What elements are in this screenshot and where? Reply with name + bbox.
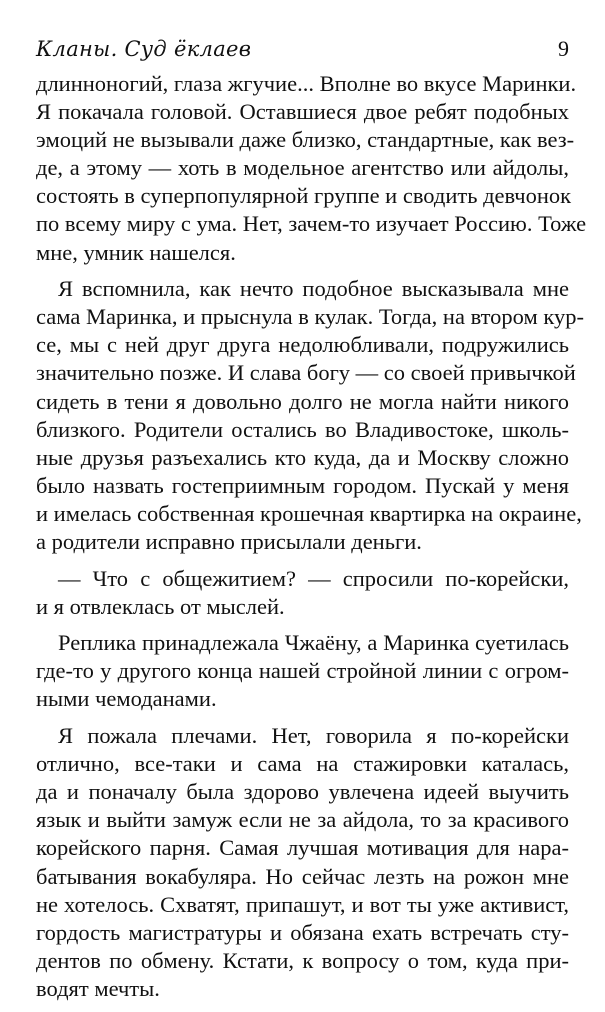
text-line: а родители исправно присылали деньги.: [36, 529, 422, 554]
text-line: ными чемоданами.: [36, 686, 217, 712]
text-line: — Что с общежитием? — спросили по-корейски,: [58, 565, 569, 591]
text-line: водят мечты.: [36, 975, 160, 1001]
text-line: по всему миру с ума. Нет, зачем-то изучает Россию. Тоже: [36, 211, 587, 237]
text-line: батывания вокабуляра. Но сейчас лезть на рожон мне: [36, 863, 569, 889]
text-line: не хотелось. Схватят, припашут, и вот ты уже активист,: [36, 891, 569, 917]
text-line: где-то у другого конца нашей стройной линии с огром-: [36, 658, 569, 684]
text-line: близкого. Родители остались во Владивостоке, школь-: [36, 416, 569, 442]
text-line: гордость магистратуры и обязана ехать встречать сту-: [36, 919, 569, 945]
running-title: Кланы. Суд ёклаев: [36, 37, 252, 61]
text-line: было назвать гостеприимным городом. Пускай у меня: [36, 472, 569, 498]
text-line: корейского парня. Самая лучшая мотивация для нара-: [36, 835, 569, 861]
text-line: Реплика принадлежала Чжаёну, а Маринка суетилась: [58, 630, 569, 656]
text-line: сама Маринка, и прыснула в кулак. Тогда, на втором кур-: [36, 304, 584, 330]
paragraph: [36, 722, 569, 1003]
text-line: де, а этому — хоть в модельное агентство или айдолы,: [36, 155, 569, 181]
text-line: Я пожала плечами. Нет, говорила я по-корейски: [58, 723, 569, 749]
text-line: эмоций не вызывали даже близко, стандартные, как вез-: [36, 127, 575, 153]
text-line: и имелась собственная крошечная квартирка на окраине,: [36, 500, 582, 526]
text-line: и я отвлеклась от мыслей.: [36, 593, 285, 619]
text-line: длинноногий, глаза жгучие... Вполне во вкусе Маринки.: [36, 71, 577, 96]
text-line: дентов по обмену. Кстати, к вопросу о том, куда при-: [36, 947, 569, 973]
text-line: Я вспомнила, как нечто подобное высказывала мне: [58, 276, 569, 302]
text-line: язык и выйти замуж если не за айдола, то за красивого: [36, 807, 569, 833]
text-line: сидеть в тени я довольно долго не могла найти никого: [36, 388, 569, 414]
paragraph: [36, 70, 587, 267]
text-line: ные друзья разъехались кто куда, да и Москву сложно: [36, 444, 569, 470]
body-text: [36, 70, 587, 1012]
paragraph: [36, 629, 569, 713]
text-line: мне, умник нашелся.: [36, 239, 236, 265]
page-header: [36, 36, 569, 66]
text-line: отлично, все-таки и сама на стажировки каталась,: [36, 751, 569, 777]
paragraph: [36, 565, 569, 621]
text-line: да и поначалу была здорово увлечена идеей выучить: [36, 779, 569, 805]
paragraph: [36, 275, 584, 556]
text-line: состоять в суперпопулярной группе и сводить девчонок: [36, 183, 572, 209]
page-number: 9: [558, 36, 569, 61]
text-line: значительно позже. И слава богу — со своей привычкой: [36, 360, 576, 386]
text-line: се, мы с ней друг друга недолюбливали, подружились: [36, 332, 569, 358]
text-line: Я покачала головой. Оставшиеся двое ребят подобных: [36, 99, 569, 125]
